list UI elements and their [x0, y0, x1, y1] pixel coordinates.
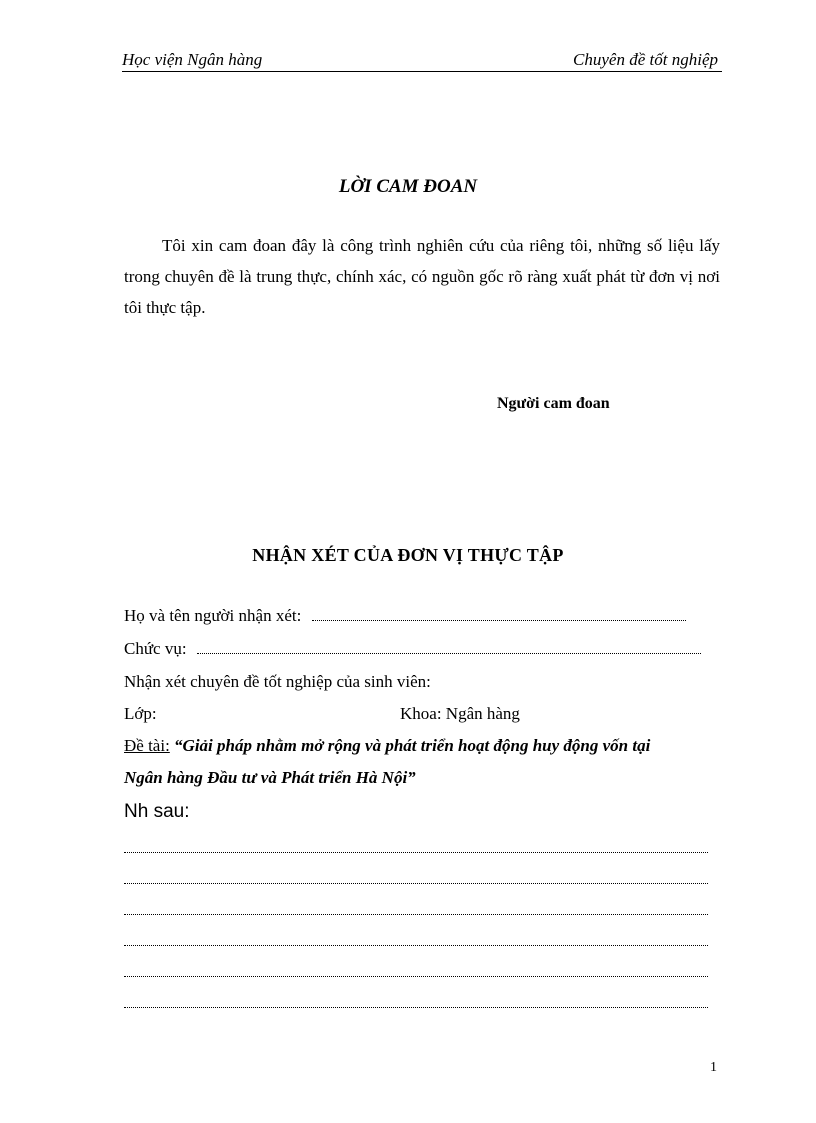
reviewer-name-label: Họ và tên người nhận xét: [124, 606, 302, 625]
header-document-type: Chuyên đề tốt nghiệp [573, 50, 718, 69]
page-number: 1 [710, 1060, 717, 1075]
topic-line-1 [124, 736, 650, 756]
topic-text-1: “Giải pháp nhằm mở rộng và phát triển hoạt động huy động vốn tại [174, 736, 651, 755]
comment-blank-line [124, 998, 708, 1008]
position-label: Chức vụ: [124, 639, 187, 658]
comment-intro: Nhận xét chuyên đề tốt nghiệp của sinh viên: [124, 672, 431, 691]
as-follows-label: Nh sau: [124, 801, 190, 822]
faculty-label: Khoa: Ngân hàng [400, 704, 520, 723]
declaration-body: Tôi xin cam đoan đây là công trình nghiên cứu của riêng tôi, những số liệu lấy trong chuyên đề là trung thực, chính xác, có nguồn gốc rõ ràng xuất phát từ đơn vị nơi tôi thực tập. [124, 236, 720, 317]
comment-blank-line [124, 843, 708, 853]
comment-blank-line [124, 905, 708, 915]
declaration-signer: Người cam đoan [497, 395, 610, 412]
position-field [124, 639, 701, 659]
comment-blank-line [124, 967, 708, 977]
page-header [122, 48, 722, 72]
comment-blank-line [124, 936, 708, 946]
topic-label: Đề tài: [124, 736, 170, 755]
comment-blank-line [124, 874, 708, 884]
review-title: NHẬN XÉT CỦA ĐƠN VỊ THỰC TẬP [252, 545, 564, 565]
header-institution: Học viện Ngân hàng [122, 50, 263, 69]
reviewer-name-field [124, 606, 686, 626]
position-blank [197, 642, 701, 654]
topic-text-2: Ngân hàng Đầu tư và Phát triển Hà Nội” [124, 768, 416, 787]
reviewer-name-blank [312, 609, 686, 621]
class-label: Lớp: [124, 704, 157, 723]
topic-line-2 [124, 768, 416, 788]
declaration-title: LỜI CAM ĐOAN [338, 176, 478, 197]
